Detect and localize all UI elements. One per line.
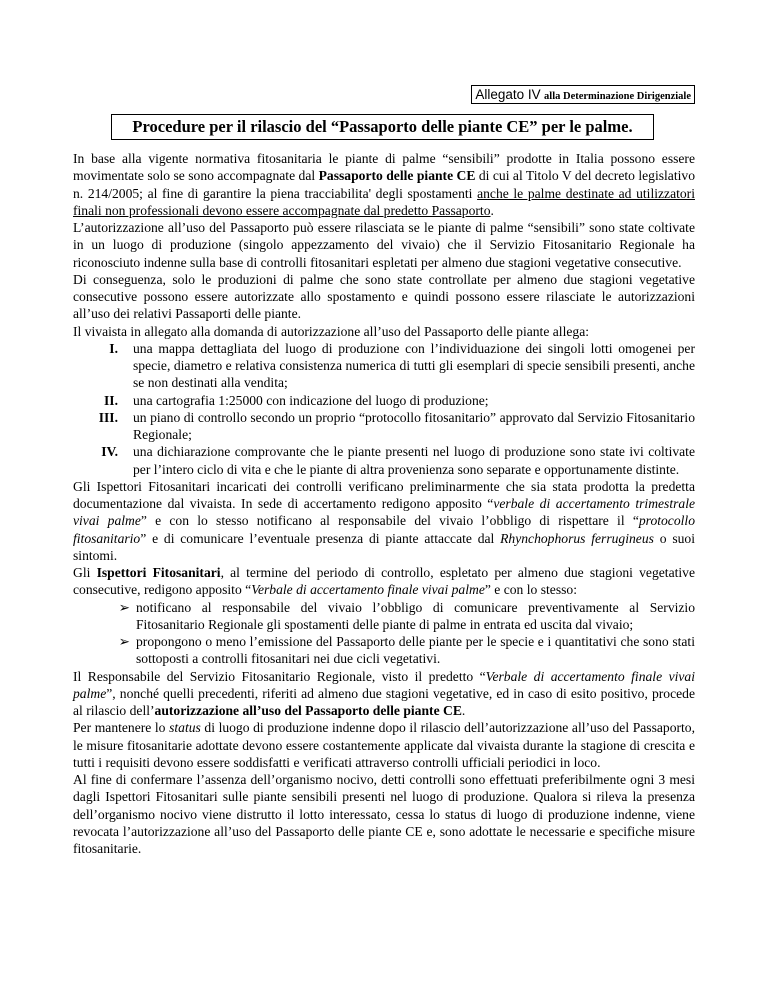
text: Gli Ispettori Fitosanitari incaricati dei controlli verificano preliminarmente che sia stata prodotta la predetta documentazione dal vivaista. In sede di accertamento redigono apposito “ bbox=[73, 478, 695, 511]
list-text: una mappa dettagliata del luogo di produzione con l’individuazione dei singoli lotti omogenei per specie, diametro e relativa consistenza numerica di tutti gli esemplari di specie sensibili presenti, anche se non destinati alla vendita; bbox=[133, 340, 695, 391]
paragraph-inspectors bbox=[73, 478, 695, 564]
text: In base alla vigente normativa fitosanitaria le piante di palme “sensibili” prodotte in Italia possono essere movimentate solo se sono accompagnate dal bbox=[73, 151, 695, 184]
paragraph-release bbox=[73, 668, 695, 720]
paragraph-maintenance bbox=[73, 719, 695, 771]
text: Gli bbox=[73, 565, 97, 580]
list-text: un piano di controllo secondo un proprio “protocollo fitosanitario” approvato dal Servizio Fitosanitario Regionale; bbox=[133, 409, 695, 442]
text: . bbox=[490, 202, 494, 218]
allegato-number: Allegato IV bbox=[475, 87, 541, 102]
allegato-label bbox=[471, 85, 695, 104]
italic-text: verbale di accertamento trimestrale vivai palme bbox=[73, 496, 696, 529]
text: Il Responsabile del Servizio Fitosanitario Regionale, visto il predetto “ bbox=[73, 668, 486, 684]
arrow-item bbox=[73, 633, 695, 668]
text: . bbox=[461, 703, 466, 718]
allegato-reference: alla Determinazione Dirigenziale bbox=[544, 91, 691, 102]
text: ” e con lo stesso notificano al responsabile del vivaio l’obbligo di rispettare il “ bbox=[140, 513, 639, 529]
list-number: IV. bbox=[101, 444, 118, 460]
list-item bbox=[73, 340, 695, 392]
arrow-item-text: notificano al responsabile del vivaio l’obbligo di comunicare preventivamente al Servizio Fitosanitario Regionale gli spostamenti delle piante di palme in entrata ed uscita dal vivaio; bbox=[136, 599, 695, 632]
list-number: III. bbox=[98, 409, 118, 425]
paragraph-controls: Al fine di confermare l’assenza dell’organismo nocivo, detti controlli sono effettuati preferibilmente ogni 3 mesi dagli Ispettori Fitosanitari sulle piante sensibili presenti nel luogo di produzione. Qualora si rileva la presenza dell’organismo nocivo viene distrutto il lotto interessato, cessa lo status di luogo di produzione indenne, viene revocata l’autorizzazione all’uso del Passaporto delle piante CE e, sono adottate le necessarie e specifiche misure fitosanitarie. bbox=[73, 772, 695, 856]
bold-text: Passaporto delle piante CE bbox=[318, 168, 476, 184]
text: ” e di comunicare l’eventuale presenza di piante attaccate dal bbox=[140, 530, 501, 546]
list-number: II. bbox=[104, 392, 118, 408]
underlined-text: anche le palme destinate ad utilizzatori finali non professionali devono essere accompagnate dal predetto Passaporto bbox=[73, 185, 695, 218]
paragraph-consequence: Di conseguenza, solo le produzioni di palme che sono state controllate per almeno due stagioni vegetative consecutive possono essere autorizzate allo spostamento e quindi possono essere rilasciate le autorizzazioni all’uso dei relativi Passaporti delle piante. bbox=[73, 271, 695, 322]
text: ”, nonché quelli precedenti, riferiti ad almeno due stagioni vegetative, ed in caso di esito positivo, procede al rilascio dell’ bbox=[73, 685, 695, 718]
text: Per mantenere lo bbox=[73, 720, 170, 736]
text: di cui al Titolo V del decreto legislativo n. 214/2005; al fine di garantire la piena tracciabilita' degli spostamenti bbox=[73, 168, 695, 201]
italic-text: Rhynchophorus ferrugineus bbox=[500, 530, 654, 546]
text: di luogo di produzione indenne dopo il rilascio dell’autorizzazione all’uso del Passaporto, le misure fitosanitarie adottate devono essere costantemente applicate dal vivaista durante la stagione di crescita e tutti i requisiti devono essere soddisfatti e verificati attraverso controlli ufficiali periodici in loco. bbox=[73, 720, 696, 770]
text: , al termine del periodo di controllo, espletato per almeno due stagioni vegetative consecutive, redigono apposito “ bbox=[73, 565, 695, 598]
paragraph-authorization: L’autorizzazione all’uso del Passaporto può essere rilasciata se le piante di palme “sensibili” sono state coltivate in un luogo di produzione (singolo appezzamento del vivaio) che il Servizio Fitosanitario Regionale ha riconosciuto indenne sulla base di controlli fitosanitari espletati per almeno due stagioni vegetative consecutive. bbox=[73, 220, 695, 270]
italic-text: protocollo fitosanitario bbox=[73, 513, 695, 546]
list-text: una dichiarazione comprovante che le piante presenti nel luogo di produzione sono state ivi coltivate per l’intero ciclo di vita e che le piante di altra provenienza sono separate e opportunamente distinte. bbox=[133, 444, 695, 477]
italic-text: Verbale di accertamento finale vivai palme bbox=[73, 668, 695, 701]
italic-text: status bbox=[169, 720, 201, 736]
paragraph-intro bbox=[73, 150, 695, 219]
paragraph-final-check bbox=[73, 564, 695, 599]
italic-text: Verbale di accertamento finale vivai palme bbox=[251, 582, 485, 598]
list-item bbox=[73, 443, 695, 478]
list-number: I. bbox=[109, 340, 118, 356]
arrow-item bbox=[73, 599, 695, 634]
list-text: una cartografia 1:25000 con indicazione del luogo di produzione; bbox=[133, 392, 489, 408]
document-title: Procedure per il rilascio del “Passaporto delle piante CE” per le palme. bbox=[111, 114, 654, 140]
arrow-bullet-icon: ➢ bbox=[118, 634, 130, 649]
bold-text: Ispettori Fitosanitari bbox=[96, 565, 221, 580]
paragraph-attachments-intro: Il vivaista in allegato alla domanda di autorizzazione all’uso del Passaporto delle piante allega: bbox=[73, 323, 589, 339]
list-item bbox=[73, 409, 695, 444]
list-item bbox=[73, 392, 695, 409]
bold-text: autorizzazione all’uso del Passaporto delle piante CE bbox=[154, 703, 462, 718]
arrow-item-text: propongono o meno l’emissione del Passaporto delle piante per le specie e i quantitativi che sono stati sottoposti a controlli fitosanitari nei due cicli vegetativi. bbox=[136, 634, 695, 667]
text: o suoi sintomi. bbox=[73, 530, 695, 563]
text: ” e con lo stesso: bbox=[484, 582, 577, 598]
document-body bbox=[73, 150, 695, 857]
arrow-bullet-icon: ➢ bbox=[118, 599, 130, 615]
